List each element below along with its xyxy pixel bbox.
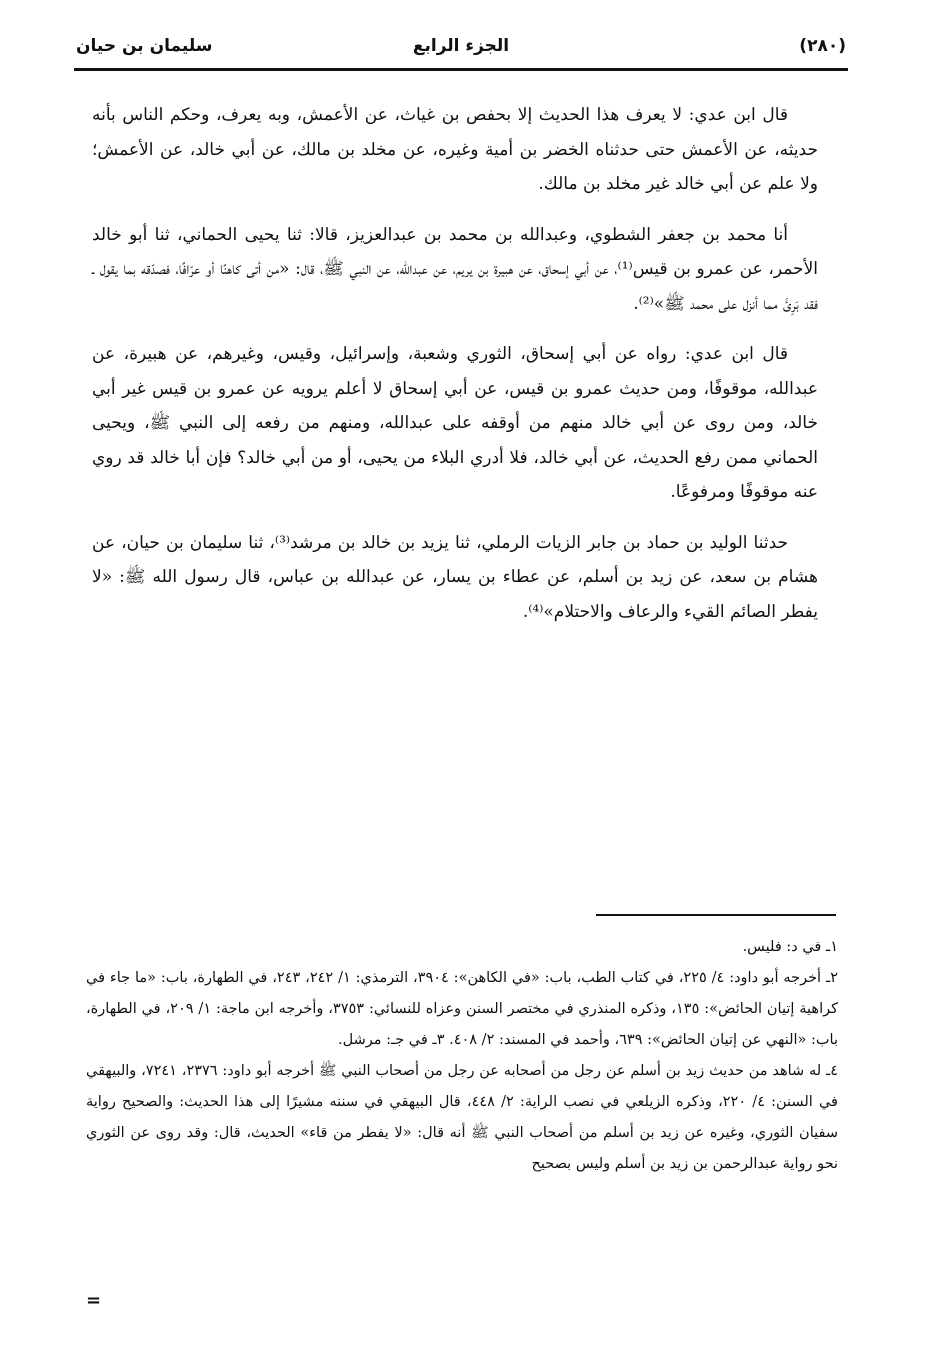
entry-name: سليمان بن حيان	[76, 36, 213, 56]
paragraph: أنا محمد بن جعفر الشطوي، وعبدالله بن محمد بن عبدالعزيز، قالا: ثنا يحيى الحماني، ثنا أبو خالد الأحمر، عن عمرو بن قيس⁽¹⁾، عن أبي إسحاق، عن هبيرة بن يريم، عن عبدالله، عن النبي ﷺ، قال: «من أتى كاهنًا أو عرّافًا، فصدّقه بما يقول ـ فقد بَرِئَ مما أنزل على محمد ﷺ»⁽²⁾.	[92, 224, 818, 314]
volume-title: الجزء الرابع	[412, 36, 510, 56]
main-text	[92, 98, 818, 645]
footnote-rule	[596, 914, 836, 916]
running-header	[76, 34, 846, 70]
continuation-mark: =	[86, 1290, 102, 1311]
paragraph: حدثنا الوليد بن حماد بن جابر الزيات الرملي، ثنا يزيد بن خالد بن مرشد⁽³⁾، ثنا سليمان بن حيان، عن هشام بن سعد، عن زيد بن أسلم، عن عطاء بن يسار، عن عبدالله بن عباس، قال رسول الله ﷺ: «لا يفطر الصائم القيء والرعاف والاحتلام»⁽⁴⁾.	[92, 532, 818, 622]
footnotes	[86, 932, 838, 1180]
paragraph: قال ابن عدي: لا يعرف هذا الحديث إلا بحفص بن غياث، عن الأعمش، وبه يعرف، وحكم الناس بأنه حديثه، عن الأعمش حتى حدثناه الخضر بن أمية وغيره، عن مخلد بن مالك، عن أبي خالد، عن الأعمش؛ ولا علم عن أبي خالد غير مخلد بن مالك.	[92, 105, 818, 194]
footnote: ٤ـ له شاهد من حديث زيد بن أسلم عن رجل من أصحابه عن رجل من أصحاب النبي ﷺ أخرجه أبو داود: ٢٣٧٦، ٧٢٤١، والبيهقي في السنن: ٤/ ٢٢٠، وذكره الزيلعي في نصب الراية: ٢/ ٤٤٨، قال البيهقي في سننه مشيرًا إلى هذا الحديث: والصحيح رواية سفيان الثوري، وغيره عن زيد بن أسلم من أصحاب النبي ﷺ أنه قال: «لا يفطر من قاء» الحديث، قال: وقد روى عن الثوري نحو رواية عبدالرحمن بن زيد بن أسلم وليس بصحيح	[86, 1063, 838, 1172]
header-rule	[74, 68, 848, 71]
paragraph: قال ابن عدي: رواه عن أبي إسحاق، الثوري وشعبة، وإسرائيل، وقيس، وغيرهم، عن هبيرة، عن عبدالله، موقوفًا، ومن حديث عمرو بن قيس، عن أبي إسحاق لا أعلم يرويه عن عمرو بن قيس غير أبي خالد، ومن روى عن أبي خالد منهم من أوقفه على عبدالله، ومنهم من رفعه إلى النبي ﷺ، ويحيى الحماني ممن رفع الحديث، عن أبي خالد، فلا أدري البلاء من يحيى، أو من أبي خالد؟ فإن أبا خالد قد روي عنه موقوفًا ومرفوعًا.	[92, 344, 818, 502]
footnote: ٢ـ أخرجه أبو داود: ٤/ ٢٢٥، في كتاب الطب، باب: «في الكاهن»: ٣٩٠٤، الترمذي: ١/ ٢٤٢، ٢٤٣، في الطهارة، باب: «ما جاء في كراهية إتيان الحائض»: ١٣٥، وذكره المنذري في مختصر السنن وعزاه للنسائي: ٣٧٥٣، وأخرجه ابن ماجة: ١/ ٢٠٩، في الطهارة، باب: «النهي عن إتيان الحائض»: ٦٣٩، وأحمد في المسند: ٢/ ٤٠٨. ٣ـ في جـ: مرشل.	[86, 970, 839, 1048]
page-number: (٢٨٠)	[799, 36, 846, 56]
footnote: ١ـ في د: فليس.	[742, 939, 838, 955]
